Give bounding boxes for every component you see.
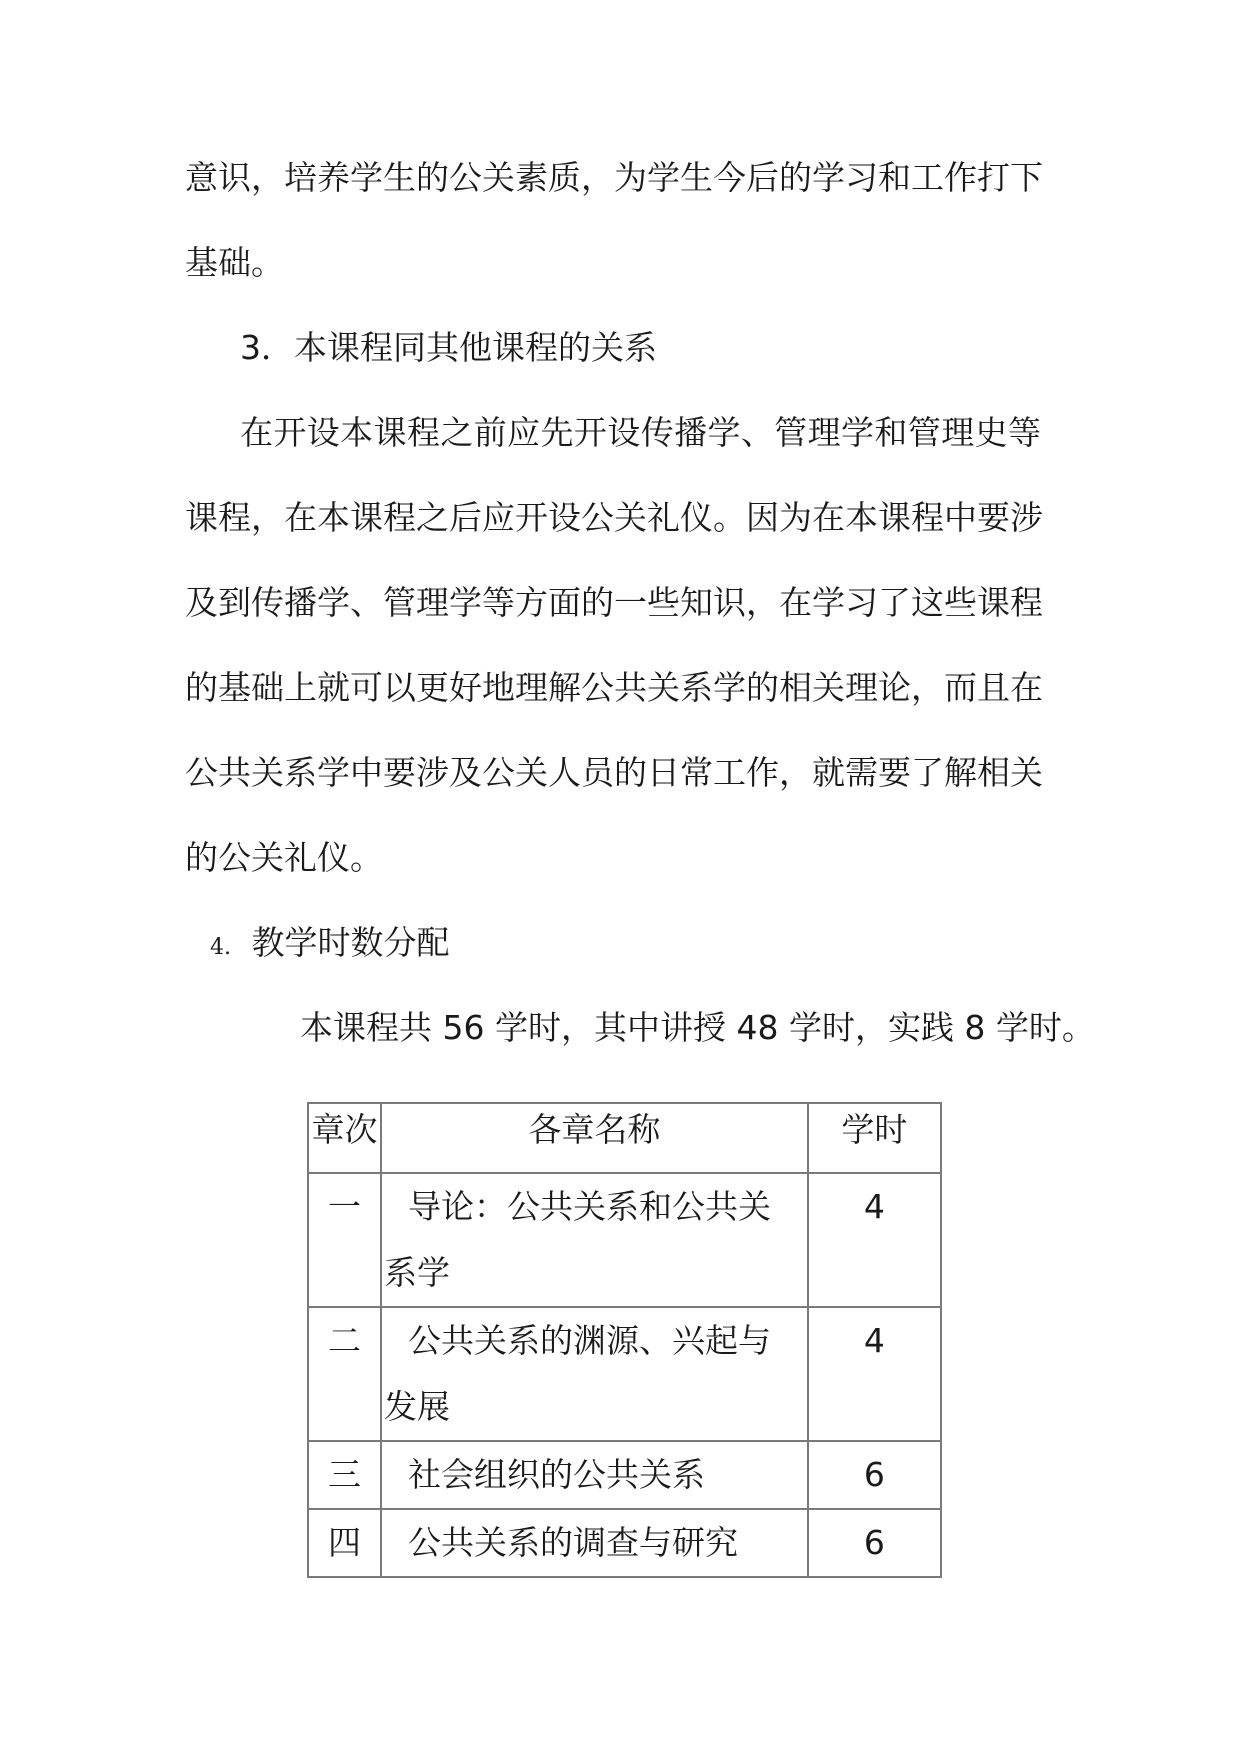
- hours-cell: 6: [808, 1441, 941, 1509]
- hours-cell: 4: [808, 1173, 941, 1307]
- header-cell-hours: 学时: [808, 1103, 941, 1173]
- table-row: [308, 1441, 941, 1509]
- chapter-cell: 三: [308, 1441, 381, 1509]
- chapter-name-text: 社会组织的公共关系: [407, 1455, 705, 1494]
- chapter-name-text: 导论：公共关系和公共关系学: [383, 1187, 771, 1292]
- table-row: [308, 1509, 941, 1577]
- paragraph-line: 基础。: [185, 243, 284, 282]
- chapter-name-cell: [381, 1173, 808, 1307]
- chapter-name-text: 公共关系的调查与研究: [407, 1523, 738, 1562]
- header-cell-chapter: 章次: [308, 1103, 381, 1173]
- section-number: 4.: [210, 935, 231, 960]
- chapter-cell: 二: [308, 1307, 381, 1441]
- paragraph-line: 意识，培养学生的公关素质，为学生今后的学习和工作打下: [185, 158, 1043, 197]
- paragraph-line: 及到传播学、管理学等方面的一些知识，在学习了这些课程: [185, 583, 1043, 622]
- chapter-name-text: 公共关系的渊源、兴起与发展: [383, 1321, 771, 1426]
- paragraph-line: 公共关系学中要涉及公关人员的日常工作，就需要了解相关: [185, 753, 1043, 792]
- section-heading: 3．本课程同其他课程的关系: [240, 328, 657, 367]
- hours-cell: 6: [808, 1509, 941, 1577]
- chapter-cell: 四: [308, 1509, 381, 1577]
- hours-summary: 本课程共 56 学时，其中讲授 48 学时，实践 8 学时。: [300, 1008, 1095, 1047]
- chapter-name-cell: [381, 1509, 808, 1577]
- paragraph-line: 的基础上就可以更好地理解公共关系学的相关理论，而且在: [185, 668, 1043, 707]
- section-heading: [210, 923, 450, 968]
- paragraph-line: 课程，在本课程之后应开设公关礼仪。因为在本课程中要涉: [185, 498, 1043, 537]
- section-title: 教学时数分配: [251, 923, 450, 962]
- hours-cell: 4: [808, 1307, 941, 1441]
- chapter-name-cell: [381, 1307, 808, 1441]
- paragraph-line: 的公关礼仪。: [185, 838, 383, 877]
- header-cell-name: 各章名称: [381, 1103, 808, 1173]
- paragraph-line: 在开设本课程之前应先开设传播学、管理学和管理史等: [240, 413, 1041, 452]
- chapter-name-cell: [381, 1441, 808, 1509]
- hours-table: [307, 1102, 942, 1578]
- table-row: [308, 1173, 941, 1307]
- table-header-row: [308, 1103, 941, 1173]
- chapter-cell: 一: [308, 1173, 381, 1307]
- table-row: [308, 1307, 941, 1441]
